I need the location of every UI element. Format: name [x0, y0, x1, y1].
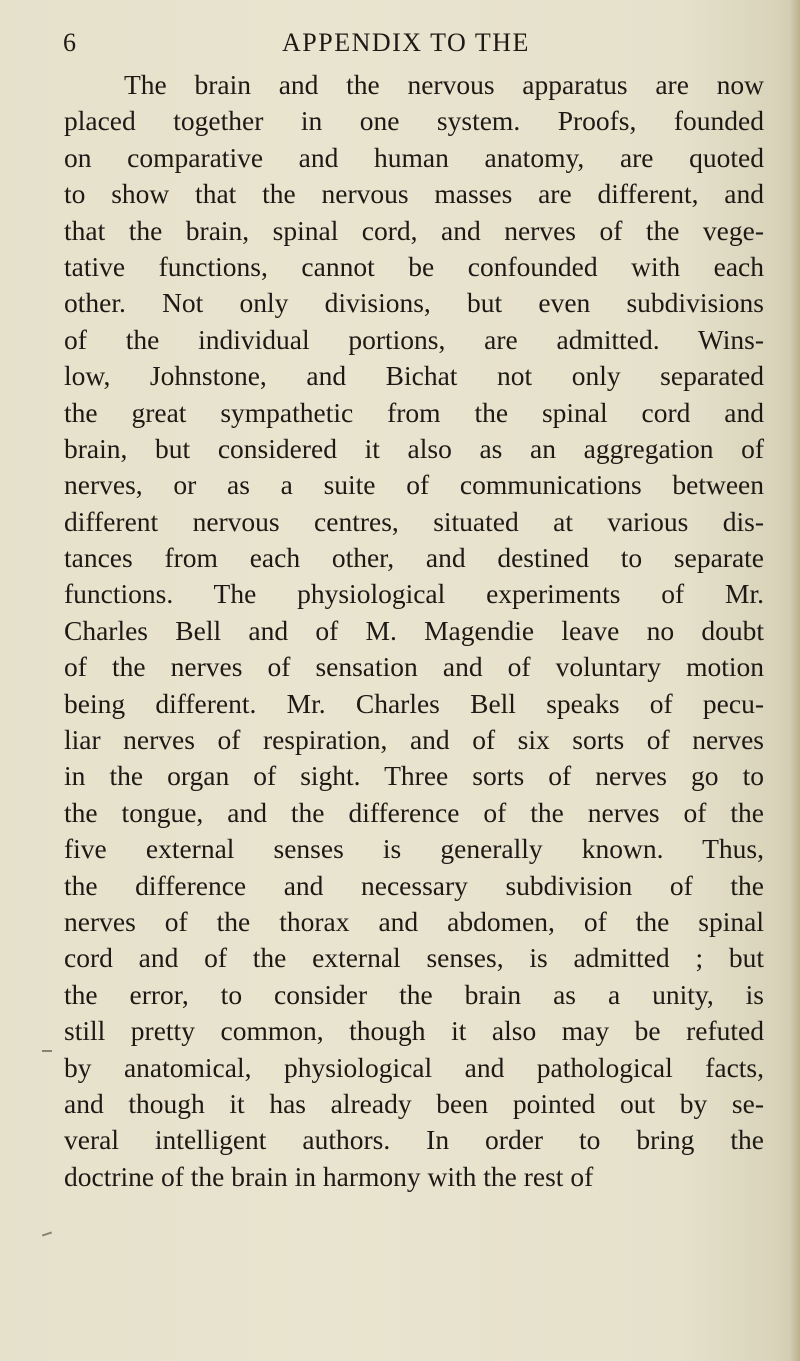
text-line: liar nerves of respiration, and of six sorts of nerves — [64, 724, 764, 756]
text-line: the tongue, and the difference of the nerves of the — [64, 796, 764, 828]
margin-mark — [42, 1050, 52, 1052]
text-line: nerves of the thorax and abdomen, of the spinal — [64, 905, 764, 937]
text-line: on comparative and human anatomy, are quoted — [64, 141, 764, 173]
text-line: other. Not only divisions, but even subdivisions — [64, 287, 764, 319]
text-line: the error, to consider the brain as a unity, is — [64, 978, 764, 1010]
text-line: in the organ of sight. Three sorts of nerves go to — [64, 760, 764, 792]
text-line: being different. Mr. Charles Bell speaks of pecu- — [64, 687, 764, 719]
text-line: to show that the nervous masses are different, and — [64, 178, 764, 210]
text-line: low, Johnstone, and Bichat not only separated — [64, 360, 764, 392]
text-line: five external senses is generally known. Thus, — [64, 833, 764, 865]
text-line: the great sympathetic from the spinal cord and — [64, 396, 764, 428]
text-line: placed together in one system. Proofs, founded — [64, 105, 764, 137]
page-edge-shadow — [790, 0, 800, 1361]
text-line: of the nerves of sensation and of voluntary motion — [64, 651, 764, 683]
text-line: veral intelligent authors. In order to bring the — [64, 1124, 764, 1156]
text-line: the difference and necessary subdivision of the — [64, 869, 764, 901]
text-line: different nervous centres, situated at various dis- — [64, 505, 764, 537]
text-line: functions. The physiological experiments of Mr. — [64, 578, 764, 610]
text-line: Charles Bell and of M. Magendie leave no doubt — [64, 614, 764, 646]
text-line: tative functions, cannot be confounded with each — [64, 250, 764, 282]
text-line: The brain and the nervous apparatus are now — [124, 69, 764, 100]
text-line: by anatomical, physiological and pathological facts, — [64, 1051, 764, 1083]
margin-mark — [42, 1232, 52, 1237]
text-line: and though it has already been pointed out by se- — [64, 1087, 764, 1119]
text-line: tances from each other, and destined to separate — [64, 542, 764, 574]
text-line: brain, but considered it also as an aggregation of — [64, 432, 764, 464]
text-line: nerves, or as a suite of communications between — [64, 469, 764, 501]
body-text — [64, 67, 764, 1195]
text-line: doctrine of the brain in harmony with the rest of — [64, 1160, 594, 1192]
page-header — [0, 28, 800, 64]
page-number: 6 — [63, 28, 77, 57]
running-head: APPENDIX TO THE — [282, 28, 530, 57]
text-line: still pretty common, though it also may be refuted — [64, 1015, 764, 1047]
text-line: that the brain, spinal cord, and nerves of the vege- — [64, 214, 764, 246]
text-line: of the individual portions, are admitted. Wins- — [64, 323, 764, 355]
text-line: cord and of the external senses, is admitted ; but — [64, 942, 764, 974]
